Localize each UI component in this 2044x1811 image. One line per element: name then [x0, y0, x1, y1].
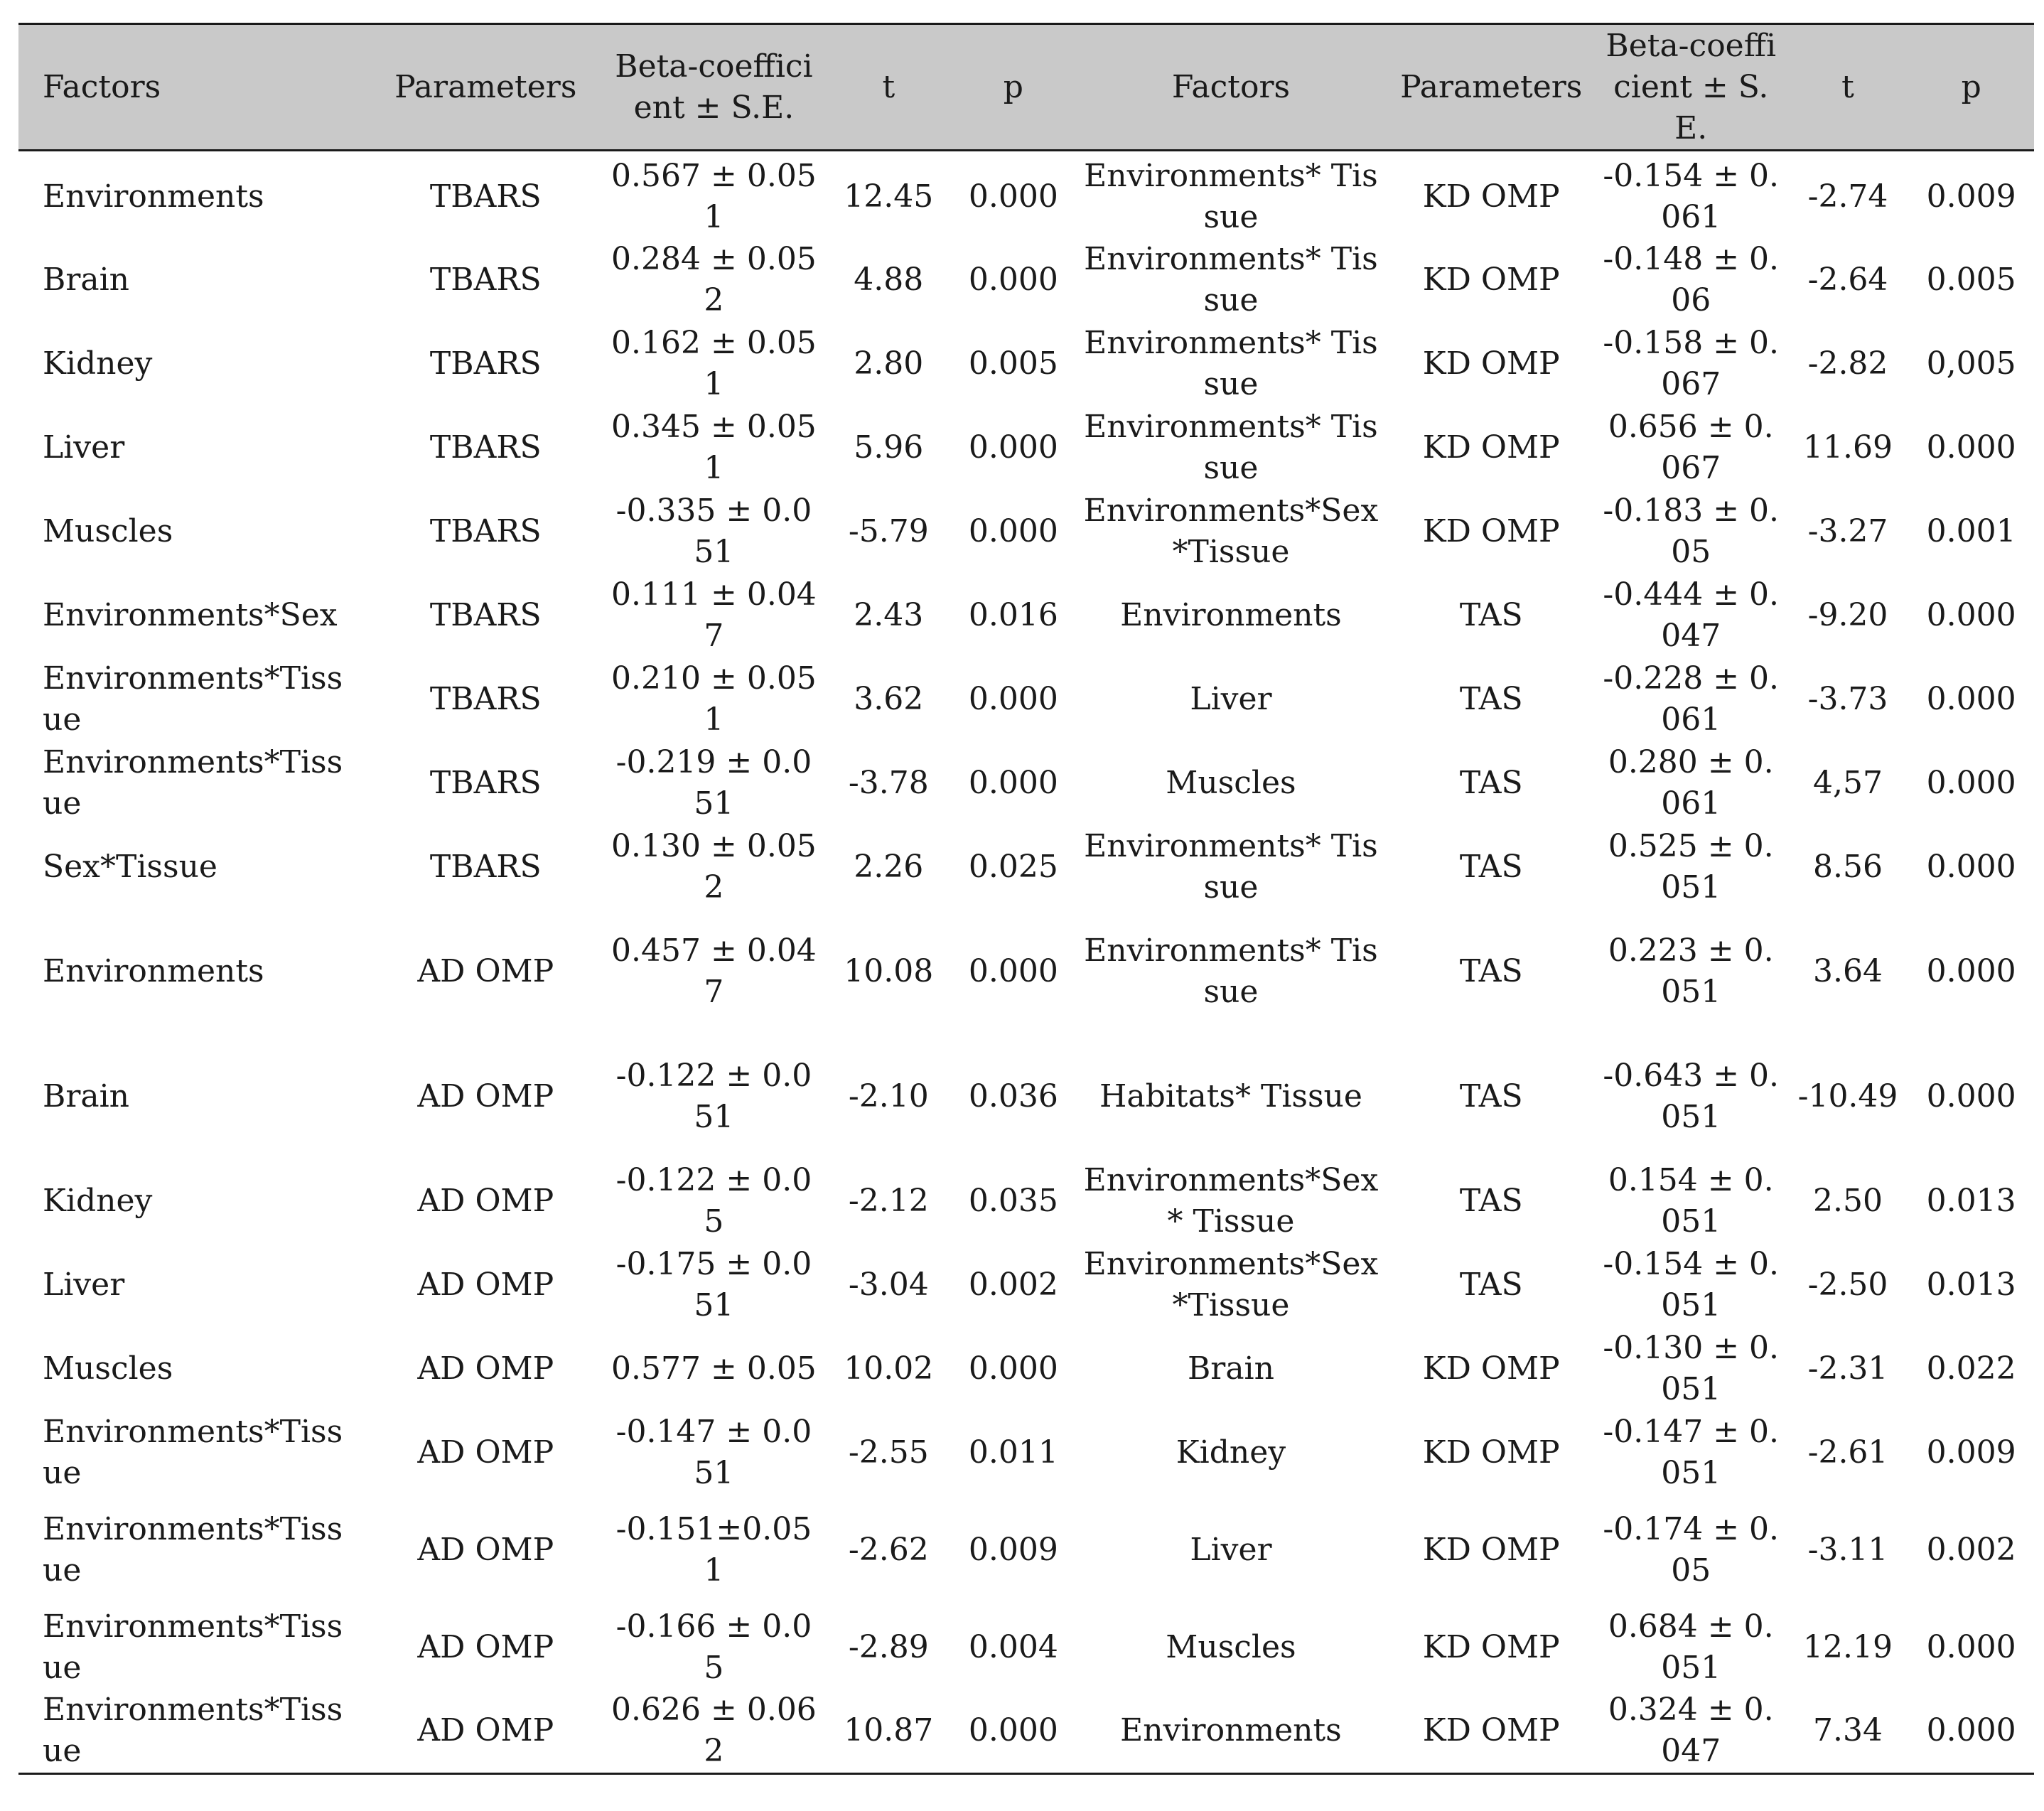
cell-beta-right: -0.228 ± 0.061	[1603, 660, 1780, 738]
header-factors-left: Factors	[43, 68, 161, 105]
cell-t-left: 3.62	[854, 681, 924, 717]
table-row	[18, 1495, 2034, 1606]
cell-beta-left: 0.626 ± 0.062	[611, 1692, 817, 1770]
cell-factor-right: Liver	[1190, 681, 1272, 717]
cell-t-left: -5.79	[848, 513, 929, 549]
cell-beta-right: 0.684 ± 0.051	[1608, 1608, 1774, 1686]
table-body	[18, 151, 2034, 1774]
header-row	[18, 24, 2034, 151]
cell-beta-left: 0.457 ± 0.047	[611, 933, 817, 1010]
header-beta-left: Beta-coefficient ± S.E.	[615, 48, 813, 126]
cell-beta-left: 0.577 ± 0.05	[611, 1350, 817, 1387]
cell-p-left: 0.035	[968, 1183, 1058, 1219]
cell-t-right: -2.50	[1807, 1267, 1888, 1303]
cell-parameter-left: AD OMP	[417, 1267, 554, 1303]
table-header	[18, 24, 2034, 151]
cell-factor-left: Environments*Tissue	[43, 1511, 343, 1589]
cell-p-right: 0.000	[1926, 681, 2016, 717]
cell-t-right: -3.11	[1807, 1532, 1888, 1568]
cell-t-right: -2.31	[1807, 1350, 1888, 1387]
cell-p-left: 0.000	[968, 953, 1058, 989]
cell-p-right: 0.001	[1926, 513, 2016, 549]
cell-p-left: 0.025	[968, 849, 1058, 885]
cell-parameter-right: TAS	[1459, 1078, 1523, 1114]
table-row	[18, 657, 2034, 741]
cell-p-left: 0.004	[968, 1629, 1058, 1665]
cell-t-left: -2.55	[848, 1434, 929, 1471]
cell-factor-right: Habitats* Tissue	[1099, 1078, 1362, 1114]
cell-p-left: 0.000	[968, 765, 1058, 801]
table-row	[18, 490, 2034, 574]
table-row	[18, 1159, 2034, 1243]
cell-beta-left: -0.175 ± 0.051	[615, 1246, 812, 1323]
cell-beta-right: 0.154 ± 0.051	[1608, 1162, 1774, 1240]
cell-beta-left: 0.162 ± 0.051	[611, 325, 817, 402]
cell-p-right: 0.000	[1926, 1629, 2016, 1665]
header-parameters-right: Parameters	[1400, 68, 1583, 105]
cell-factor-left: Brain	[43, 1078, 130, 1114]
cell-parameter-right: KD OMP	[1422, 1629, 1560, 1665]
cell-t-left: 2.43	[854, 597, 924, 633]
cell-beta-right: -0.130 ± 0.051	[1603, 1330, 1780, 1407]
cell-t-right: 4,57	[1813, 765, 1883, 801]
cell-p-left: 0.002	[968, 1267, 1058, 1303]
cell-t-left: -3.78	[848, 765, 929, 801]
cell-t-right: -2.74	[1807, 178, 1888, 215]
cell-beta-right: -0.158 ± 0.067	[1603, 325, 1780, 402]
cell-parameter-left: TBARS	[429, 429, 542, 466]
cell-p-left: 0.016	[968, 597, 1058, 633]
cell-beta-right: 0.656 ± 0.067	[1608, 409, 1774, 486]
cell-parameter-left: AD OMP	[417, 953, 554, 989]
cell-p-right: 0.000	[1926, 765, 2016, 801]
cell-parameter-right: KD OMP	[1422, 345, 1560, 382]
cell-t-left: 4.88	[854, 262, 924, 298]
cell-parameter-right: TAS	[1459, 597, 1523, 633]
cell-beta-left: -0.219 ± 0.051	[615, 744, 812, 822]
cell-factor-left: Environments	[43, 178, 264, 215]
cell-beta-left: -0.335 ± 0.051	[615, 493, 812, 570]
cell-t-left: -3.04	[848, 1267, 929, 1303]
cell-factor-left: Liver	[43, 429, 125, 466]
cell-t-left: 10.08	[844, 953, 934, 989]
cell-factor-right: Liver	[1190, 1532, 1272, 1568]
cell-t-right: 3.64	[1813, 953, 1883, 989]
cell-beta-left: 0.111 ± 0.047	[611, 576, 817, 654]
cell-parameter-left: TBARS	[429, 765, 542, 801]
table-row	[18, 741, 2034, 825]
cell-parameter-left: AD OMP	[417, 1434, 554, 1471]
cell-p-right: 0.005	[1926, 262, 2016, 298]
cell-p-right: 0.000	[1926, 953, 2016, 989]
cell-factor-left: Environments*Tissue	[43, 1608, 343, 1686]
cell-factor-left: Environments*Tissue	[43, 1414, 343, 1491]
cell-t-right: 7.34	[1813, 1712, 1883, 1749]
table-row	[18, 1327, 2034, 1411]
cell-t-left: 10.87	[844, 1712, 934, 1749]
cell-t-right: -9.20	[1807, 597, 1888, 633]
header-t-left: t	[882, 68, 895, 105]
cell-parameter-right: KD OMP	[1422, 178, 1560, 215]
cell-parameter-left: TBARS	[429, 597, 542, 633]
cell-factor-left: Muscles	[43, 513, 173, 549]
cell-t-right: 8.56	[1813, 849, 1883, 885]
cell-factor-left: Sex*Tissue	[43, 849, 217, 885]
cell-parameter-right: KD OMP	[1422, 1350, 1560, 1387]
cell-parameter-right: TAS	[1459, 765, 1523, 801]
cell-parameter-right: KD OMP	[1422, 262, 1560, 298]
cell-parameter-left: AD OMP	[417, 1078, 554, 1114]
cell-beta-right: -0.174 ± 0.05	[1603, 1511, 1780, 1589]
cell-factor-left: Kidney	[43, 1183, 153, 1219]
cell-t-right: 11.69	[1803, 429, 1893, 466]
cell-beta-right: 0.324 ± 0.047	[1608, 1692, 1774, 1770]
cell-parameter-left: TBARS	[429, 345, 542, 382]
cell-p-right: 0.013	[1926, 1267, 2016, 1303]
table-row	[18, 322, 2034, 406]
cell-factor-left: Liver	[43, 1267, 125, 1303]
cell-beta-left: 0.345 ± 0.051	[611, 409, 817, 486]
header-beta-right: Beta-coefficient ± S.E.	[1605, 27, 1777, 146]
cell-parameter-right: TAS	[1459, 681, 1523, 717]
cell-t-left: 2.80	[854, 345, 924, 382]
cell-factor-right: Environments* Tissue	[1084, 241, 1378, 318]
cell-p-left: 0.000	[968, 1350, 1058, 1387]
cell-parameter-left: AD OMP	[417, 1712, 554, 1749]
cell-beta-right: -0.154 ± 0.061	[1603, 158, 1780, 235]
cell-factor-right: Environments* Tissue	[1084, 409, 1378, 486]
cell-t-left: -2.62	[848, 1532, 929, 1568]
table-row	[18, 406, 2034, 490]
cell-factor-right: Environments	[1120, 597, 1342, 633]
cell-beta-right: -0.148 ± 0.06	[1603, 241, 1780, 318]
cell-parameter-left: AD OMP	[417, 1183, 554, 1219]
cell-parameter-right: TAS	[1459, 1183, 1523, 1219]
cell-parameter-right: KD OMP	[1422, 1434, 1560, 1471]
cell-t-right: -2.82	[1807, 345, 1888, 382]
cell-factor-left: Brain	[43, 262, 130, 298]
cell-p-right: 0.000	[1926, 1078, 2016, 1114]
cell-t-right: -2.64	[1807, 262, 1888, 298]
cell-beta-right: -0.147 ± 0.051	[1603, 1414, 1780, 1491]
cell-parameter-left: TBARS	[429, 681, 542, 717]
header-t-right: t	[1841, 68, 1854, 105]
cell-parameter-left: AD OMP	[417, 1350, 554, 1387]
cell-beta-left: 0.210 ± 0.051	[611, 660, 817, 738]
cell-p-right: 0.022	[1926, 1350, 2016, 1387]
cell-parameter-right: TAS	[1459, 1267, 1523, 1303]
cell-t-left: 10.02	[844, 1350, 934, 1387]
cell-factor-right: Brain	[1187, 1350, 1274, 1387]
cell-parameter-right: KD OMP	[1422, 513, 1560, 549]
cell-factor-right: Kidney	[1176, 1434, 1286, 1471]
cell-p-left: 0.000	[968, 513, 1058, 549]
table-row	[18, 1243, 2034, 1327]
cell-p-right: 0.009	[1926, 1434, 2016, 1471]
cell-factor-left: Environments*Sex	[43, 597, 338, 633]
cell-factor-left: Environments*Tissue	[43, 1692, 343, 1770]
table-row	[18, 1034, 2034, 1159]
cell-t-right: 2.50	[1813, 1183, 1883, 1219]
cell-t-right: -3.27	[1807, 513, 1888, 549]
cell-parameter-left: AD OMP	[417, 1532, 554, 1568]
cell-t-left: -2.12	[848, 1183, 929, 1219]
cell-beta-left: -0.166 ± 0.05	[615, 1608, 812, 1686]
cell-p-left: 0.000	[968, 262, 1058, 298]
cell-beta-left: -0.151±0.051	[615, 1511, 812, 1589]
cell-factor-left: Environments*Tissue	[43, 660, 343, 738]
cell-factor-left: Environments*Tissue	[43, 744, 343, 822]
cell-parameter-right: KD OMP	[1422, 1532, 1560, 1568]
cell-factor-left: Environments	[43, 953, 264, 989]
cell-beta-left: 0.284 ± 0.052	[611, 241, 817, 318]
results-table-container	[18, 23, 2034, 1775]
table-row	[18, 151, 2034, 239]
cell-beta-left: 0.130 ± 0.052	[611, 828, 817, 906]
cell-parameter-right: KD OMP	[1422, 429, 1560, 466]
cell-t-right: -3.73	[1807, 681, 1888, 717]
cell-factor-left: Muscles	[43, 1350, 173, 1387]
cell-beta-right: -0.643 ± 0.051	[1603, 1058, 1780, 1135]
cell-factor-right: Environments* Tissue	[1084, 158, 1378, 235]
cell-factor-right: Environments* Tissue	[1084, 325, 1378, 402]
cell-beta-left: -0.122 ± 0.051	[615, 1058, 812, 1135]
cell-p-left: 0.036	[968, 1078, 1058, 1114]
cell-p-left: 0.000	[968, 178, 1058, 215]
table-row	[18, 909, 2034, 1034]
cell-factor-right: Muscles	[1166, 765, 1296, 801]
cell-beta-right: 0.280 ± 0.061	[1608, 744, 1774, 822]
cell-p-left: 0.009	[968, 1532, 1058, 1568]
cell-t-left: 2.26	[854, 849, 924, 885]
cell-parameter-right: TAS	[1459, 849, 1523, 885]
cell-p-right: 0.009	[1926, 178, 2016, 215]
cell-beta-left: 0.567 ± 0.051	[611, 158, 817, 235]
table-row	[18, 825, 2034, 909]
cell-p-left: 0.011	[968, 1434, 1058, 1471]
cell-parameter-left: TBARS	[429, 513, 542, 549]
cell-p-right: 0.000	[1926, 849, 2016, 885]
cell-parameter-left: TBARS	[429, 178, 542, 215]
cell-beta-right: -0.183 ± 0.05	[1603, 493, 1780, 570]
cell-factor-right: Environments*Sex *Tissue	[1083, 493, 1379, 570]
cell-p-left: 0.000	[968, 1712, 1058, 1749]
cell-p-right: 0.000	[1926, 429, 2016, 466]
header-p-left: p	[1003, 68, 1023, 105]
cell-factor-right: Environments* Tissue	[1084, 828, 1378, 906]
cell-p-left: 0.005	[968, 345, 1058, 382]
cell-factor-right: Environments*Sex * Tissue	[1083, 1162, 1379, 1240]
cell-t-left: -2.89	[848, 1629, 929, 1665]
cell-parameter-left: TBARS	[429, 262, 542, 298]
table-row	[18, 1689, 2034, 1773]
table-row	[18, 1411, 2034, 1495]
cell-parameter-left: TBARS	[429, 849, 542, 885]
cell-p-right: 0.000	[1926, 597, 2016, 633]
header-p-right: p	[1961, 68, 1981, 105]
cell-beta-left: -0.147 ± 0.051	[615, 1414, 812, 1491]
cell-factor-right: Muscles	[1166, 1629, 1296, 1665]
cell-beta-right: 0.223 ± 0.051	[1608, 933, 1774, 1010]
cell-factor-right: Environments	[1120, 1712, 1342, 1749]
table-row	[18, 238, 2034, 322]
cell-beta-left: -0.122 ± 0.05	[615, 1162, 812, 1240]
cell-p-right: 0.000	[1926, 1712, 2016, 1749]
cell-beta-right: -0.154 ± 0.051	[1603, 1246, 1780, 1323]
cell-beta-right: -0.444 ± 0.047	[1603, 576, 1780, 654]
cell-parameter-right: TAS	[1459, 953, 1523, 989]
cell-p-left: 0.000	[968, 429, 1058, 466]
cell-p-right: 0.002	[1926, 1532, 2016, 1568]
cell-parameter-left: AD OMP	[417, 1629, 554, 1665]
cell-p-right: 0.013	[1926, 1183, 2016, 1219]
cell-factor-right: Environments*Sex *Tissue	[1083, 1246, 1379, 1323]
table-row	[18, 1606, 2034, 1689]
cell-p-left: 0.000	[968, 681, 1058, 717]
table-row	[18, 574, 2034, 657]
cell-t-right: -2.61	[1807, 1434, 1888, 1471]
regression-results-table	[18, 23, 2034, 1775]
cell-t-right: 12.19	[1803, 1629, 1893, 1665]
cell-factor-right: Environments* Tissue	[1084, 933, 1378, 1010]
cell-t-left: 12.45	[844, 178, 934, 215]
header-parameters-left: Parameters	[394, 68, 577, 105]
header-factors-right: Factors	[1171, 68, 1291, 105]
cell-t-right: -10.49	[1797, 1078, 1898, 1114]
cell-t-left: 5.96	[854, 429, 924, 466]
cell-t-left: -2.10	[848, 1078, 929, 1114]
cell-parameter-right: KD OMP	[1422, 1712, 1560, 1749]
cell-factor-left: Kidney	[43, 345, 153, 382]
cell-beta-right: 0.525 ± 0.051	[1608, 828, 1774, 906]
cell-p-right: 0,005	[1926, 345, 2016, 382]
